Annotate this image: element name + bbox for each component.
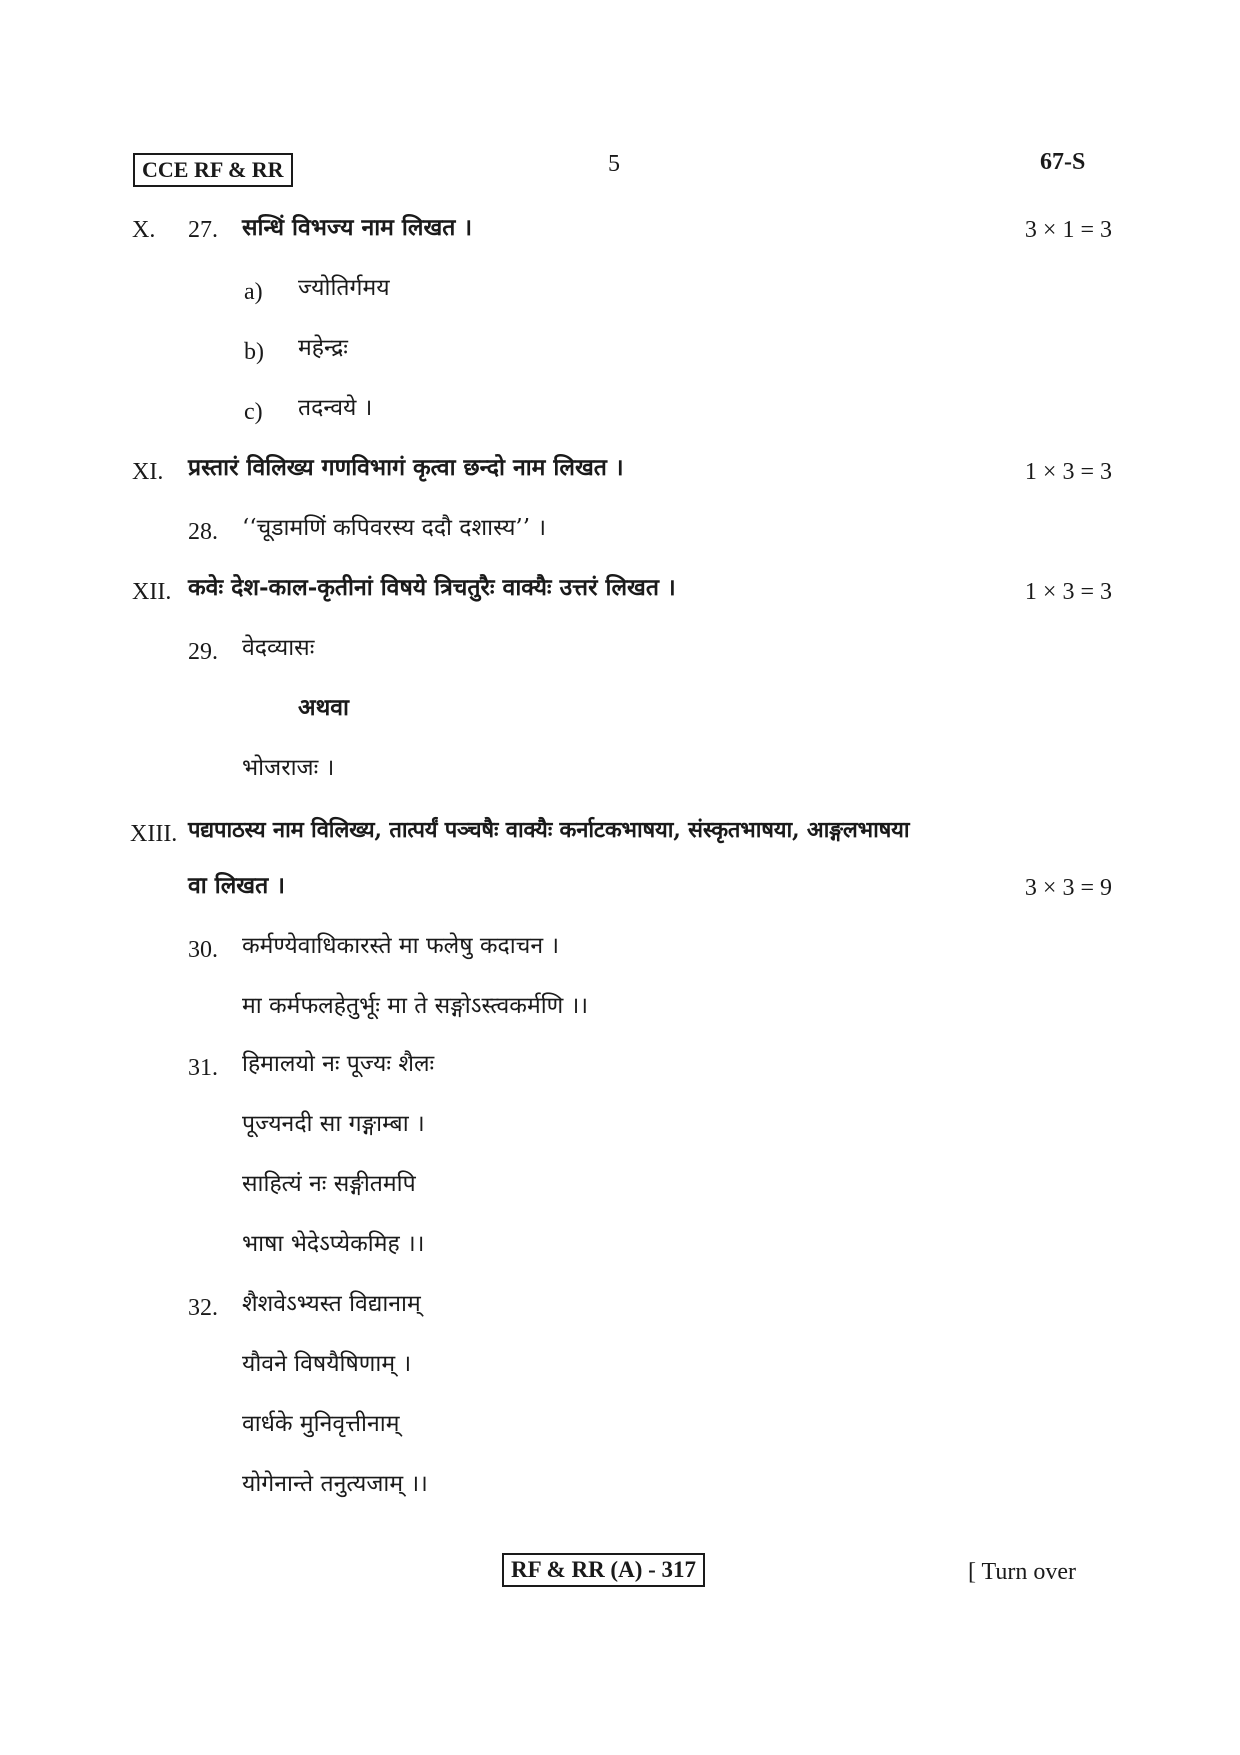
section-xi-instruction: प्रस्तारं विलिख्य गणविभागं कृत्वा छन्दो नाम लिखत ।	[188, 454, 624, 481]
question-30-number: 30.	[188, 937, 218, 963]
item-b-label: b)	[244, 339, 264, 365]
question-28-number: 28.	[188, 519, 218, 545]
question-31-line2: पूज्यनदी सा गङ्गाम्बा ।	[242, 1111, 425, 1137]
section-xi-marks: 1 × 3 = 3	[1024, 459, 1112, 485]
section-xiii-instruction-line1: पद्यपाठस्य नाम विलिख्य, तात्पर्यं पञ्चषैः वाक्यैः कर्नाटकभाषया, संस्कृतभाषया, आङ्गलभाषया	[188, 817, 910, 843]
question-29-number: 29.	[188, 639, 218, 665]
question-31-line3: साहित्यं नः सङ्गीतमपि	[242, 1171, 416, 1197]
question-32-line4: योगेनान्ते तनुत्यजाम् ।।	[242, 1471, 428, 1497]
header-left-label: CCE RF & RR	[142, 157, 284, 182]
page-number: 5	[608, 151, 620, 177]
section-xii-marks: 1 × 3 = 3	[1024, 579, 1112, 605]
turn-over-text: [ Turn over	[968, 1559, 1077, 1585]
item-b-text: महेन्द्रः	[298, 335, 348, 361]
paper-code: 67-S	[1040, 149, 1086, 175]
question-30-line1: कर्मण्येवाधिकारस्ते मा फलेषु कदाचन ।	[242, 933, 560, 959]
section-xiii-marks: 3 × 3 = 9	[1024, 875, 1112, 901]
section-x-roman: X.	[132, 217, 156, 243]
section-x-instruction: सन्धिं विभज्य नाम लिखत ।	[242, 214, 473, 241]
question-31-number: 31.	[188, 1055, 218, 1081]
question-32-line1: शैशवेऽभ्यस्त विद्यानाम्	[242, 1291, 421, 1317]
question-28-text: ‘‘चूडामणिं कपिवरस्य ददौ दशास्य’’ ।	[242, 515, 547, 541]
section-x-marks: 3 × 1 = 3	[1024, 217, 1112, 243]
footer-code-label: RF & RR (A) - 317	[511, 1557, 697, 1582]
footer-code-box	[502, 1553, 705, 1587]
section-xiii-roman: XIII.	[130, 821, 178, 847]
question-31-line1: हिमालयो नः पूज्यः शैलः	[242, 1051, 435, 1077]
section-xiii-instruction-line2: वा लिखत ।	[188, 872, 285, 899]
question-27-number: 27.	[188, 217, 218, 243]
item-a-text: ज्योतिर्गमय	[298, 275, 390, 301]
question-29-option2: भोजराजः ।	[242, 755, 335, 781]
section-xii-instruction: कवेः देश-काल-कृतीनां विषये त्रिचतुरैः वाक्यैः उत्तरं लिखत ।	[188, 574, 676, 601]
question-32-line3: वार्धके मुनिवृत्तीनाम्	[242, 1411, 400, 1437]
question-29-or: अथवा	[298, 694, 350, 721]
header-code-box	[133, 153, 293, 187]
item-a-label: a)	[244, 279, 263, 305]
question-29-option1: वेदव्यासः	[242, 635, 315, 661]
question-32-number: 32.	[188, 1295, 218, 1321]
item-c-label: c)	[244, 399, 263, 425]
section-xii-roman: XII.	[132, 579, 172, 605]
question-30-line2: मा कर्मफलहेतुर्भूः मा ते सङ्गोऽस्त्वकर्मणि ।।	[242, 993, 589, 1019]
section-xi-roman: XI.	[132, 459, 164, 485]
item-c-text: तदन्वये ।	[298, 395, 373, 421]
question-32-line2: यौवने विषयैषिणाम् ।	[242, 1351, 412, 1377]
question-31-line4: भाषा भेदेऽप्येकमिह ।।	[242, 1231, 425, 1257]
